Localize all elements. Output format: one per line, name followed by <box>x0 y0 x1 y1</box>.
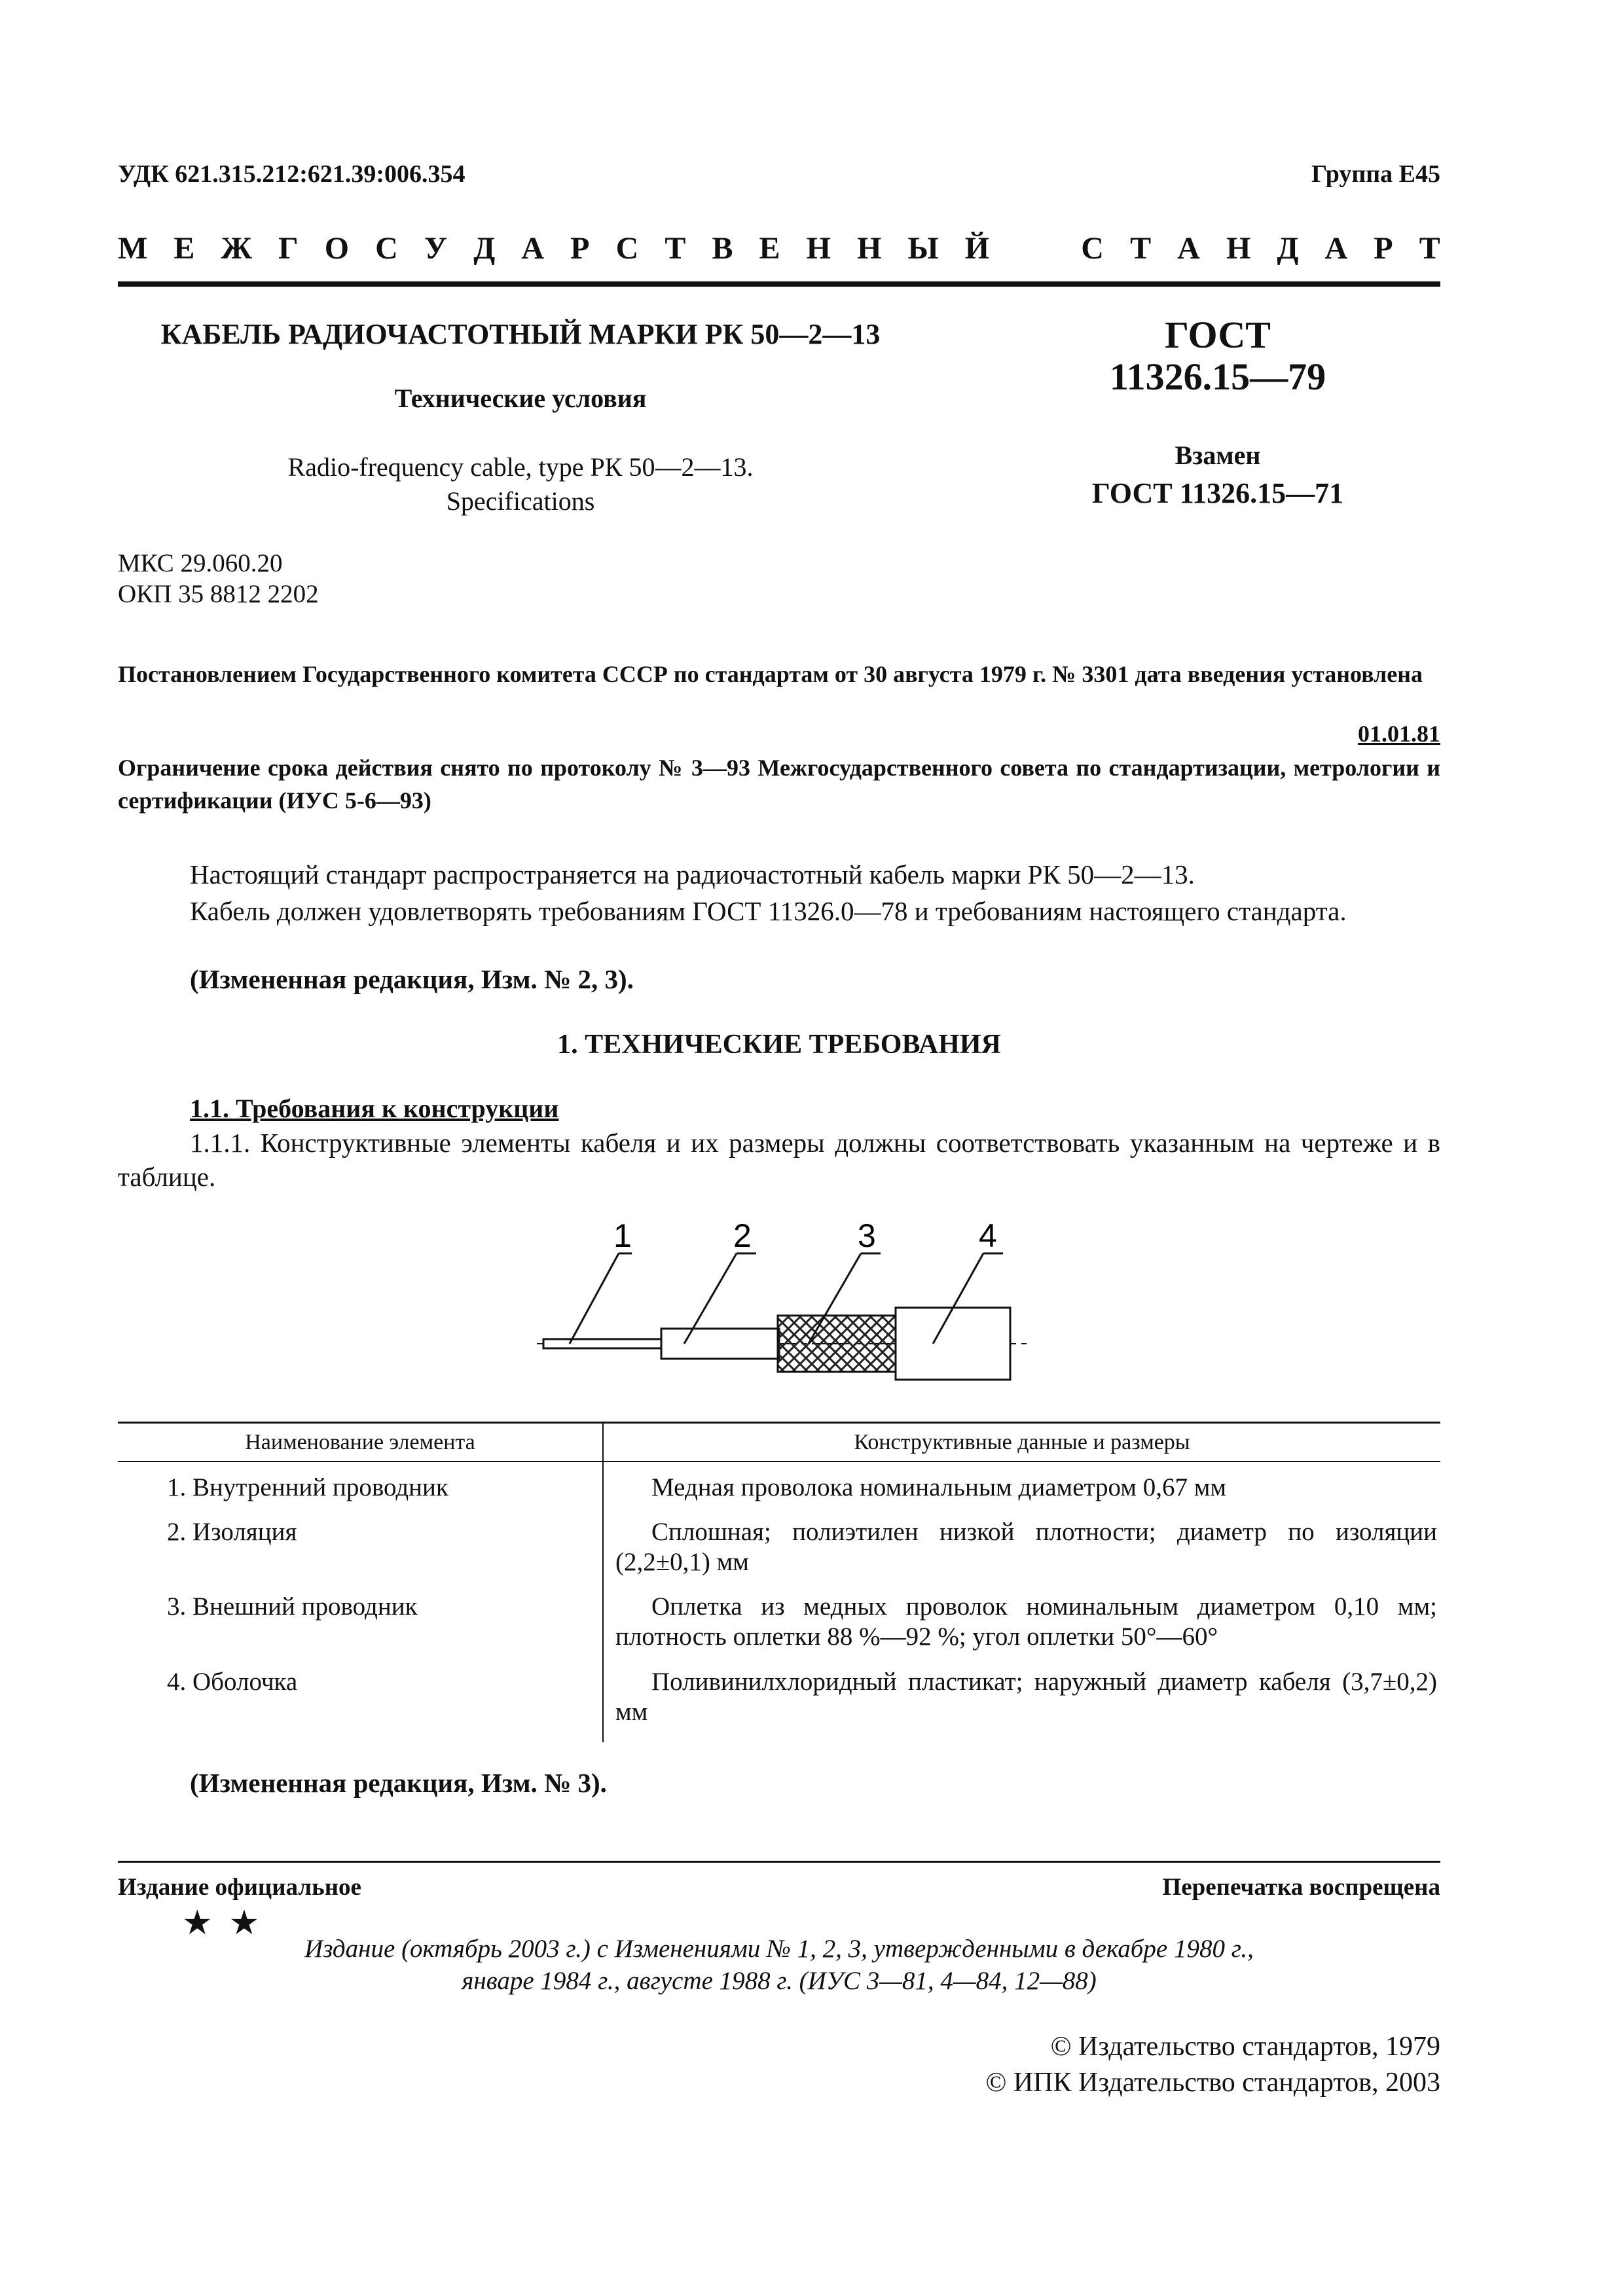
copyright-2003: © ИПК Издательство стандартов, 2003 <box>985 2068 1440 2098</box>
standard-banner <box>118 230 1440 266</box>
banner-letter: О <box>324 231 350 266</box>
table-top-rule <box>118 1422 1440 1424</box>
drawing-label-4: 4 <box>979 1217 997 1254</box>
banner-letter: У <box>424 231 448 266</box>
amendment-note-2: (Измененная редакция, Изм. № 3). <box>190 1768 607 1798</box>
leader-line-1 <box>570 1253 619 1344</box>
english-title-line2: Specifications <box>446 486 595 516</box>
table-row-4-data: Поливинилхлоридный пластикат; наружный диаметр кабеля (3,7±0,2) мм <box>615 1668 1437 1726</box>
table-column-divider <box>602 1422 604 1742</box>
table-row-1-name: 1. Внутренний проводник <box>167 1473 448 1501</box>
section-heading: 1. ТЕХНИЧЕСКИЕ ТРЕБОВАНИЯ <box>557 1030 1001 1060</box>
drawing-label-2: 2 <box>733 1217 752 1254</box>
table-row-1-data: Медная проволока номинальным диаметром 0,67 мм <box>651 1473 1227 1501</box>
banner-letter: Е <box>759 231 780 266</box>
okp-code: ОКП 35 8812 2202 <box>118 580 319 608</box>
document-subtitle: Технические условия <box>394 384 647 413</box>
table-row-2-name: 2. Изоляция <box>167 1518 297 1546</box>
inner-conductor-shape <box>543 1339 665 1348</box>
table-header-data: Конструктивные данные и размеры <box>854 1430 1190 1454</box>
drawing-label-3: 3 <box>858 1217 876 1254</box>
star-marks: ★ ★ <box>182 1905 264 1942</box>
table-row-3-name: 3. Внешний проводник <box>167 1592 418 1621</box>
banner-letter: Ы <box>907 231 939 266</box>
banner-letter: А <box>1324 231 1348 266</box>
banner-letter: А <box>521 231 545 266</box>
official-edition: Издание официальное <box>118 1874 361 1901</box>
document-title: КАБЕЛЬ РАДИОЧАСТОТНЫЙ МАРКИ РК 50—2—13 <box>160 318 881 350</box>
table-header-rule <box>118 1461 1440 1462</box>
reprint-prohibited: Перепечатка воспрещена <box>1162 1874 1440 1901</box>
mks-code: МКС 29.060.20 <box>118 549 283 577</box>
outer-conductor-shape <box>778 1316 896 1372</box>
cable-drawing <box>517 1211 1041 1394</box>
banner-letter: Г <box>278 231 299 266</box>
banner-letter: С <box>375 231 398 266</box>
replaces-value: ГОСТ 11326.15—71 <box>1091 477 1344 509</box>
banner-letter: Ж <box>221 231 252 266</box>
banner-letter: Т <box>1130 231 1152 266</box>
banner-letter: Д <box>473 231 496 266</box>
banner-letter: Н <box>806 231 831 266</box>
group-code: Группа Е45 <box>1311 160 1440 188</box>
gost-number: 11326.15—79 <box>1109 355 1326 398</box>
banner-letter: Н <box>1226 231 1251 266</box>
drawing-label-1: 1 <box>613 1217 632 1254</box>
intro-paragraph-1: Настоящий стандарт распространяется на радиочастотный кабель марки РК 50—2—13. <box>190 859 1195 889</box>
table-row-2-data: Сплошная; полиэтилен низкой плотности; диаметр по изоляции (2,2±0,1) мм <box>615 1518 1437 1576</box>
banner-letter: Р <box>1374 231 1393 266</box>
banner-rule <box>118 281 1440 287</box>
banner-letter: Д <box>1277 231 1299 266</box>
footer-rule <box>118 1861 1440 1863</box>
banner-letter: С <box>1081 231 1104 266</box>
banner-letter: Р <box>570 231 590 266</box>
table-header-name: Наименование элемента <box>245 1430 475 1454</box>
banner-letter: В <box>712 231 733 266</box>
banner-letter: Т <box>1419 231 1440 266</box>
subsection-heading: 1.1. Требования к конструкции <box>190 1094 559 1123</box>
english-title-line1: Radio-frequency cable, type РК 50—2—13. <box>287 452 754 482</box>
table-row-4-name: 4. Оболочка <box>167 1668 298 1696</box>
banner-letter: А <box>1177 231 1200 266</box>
amendment-note-1: (Измененная редакция, Изм. № 2, 3). <box>190 964 634 994</box>
udk-code: УДК 621.315.212:621.39:006.354 <box>118 160 465 188</box>
banner-gap <box>1015 230 1055 266</box>
banner-letter: Т <box>665 231 686 266</box>
replaces-label: Взамен <box>1175 440 1261 470</box>
gost-label: ГОСТ <box>1165 314 1271 356</box>
decree-text: Постановлением Государственного комитета СССР по стандартам от 30 августа 1979 г. № 3301 дата введения установлена <box>118 661 1423 687</box>
intro-paragraph-2: Кабель должен удовлетворять требованиям ГОСТ 11326.0—78 и требованиям настоящего стандарта. <box>190 896 1347 926</box>
banner-letter: Й <box>964 231 990 266</box>
banner-letter: Н <box>857 231 882 266</box>
table-row-3-data: Оплетка из медных проволок номинальным диаметром 0,10 мм; плотность оплетки 88 %—92 %; угол оплетки 50°—60° <box>615 1592 1437 1651</box>
copyright-1979: © Издательство стандартов, 1979 <box>1050 2032 1440 2062</box>
banner-letter: М <box>118 231 148 266</box>
edition-note-line1: Издание (октябрь 2003 г.) с Изменениями № 1, 2, 3, утвержденными в декабре 1980 г., <box>304 1935 1254 1963</box>
edition-note-line2: январе 1984 г., августе 1988 г. (ИУС 3—81, 4—84, 12—88) <box>462 1967 1097 1995</box>
sheath-shape <box>896 1308 1010 1380</box>
insulation-shape <box>661 1329 779 1359</box>
banner-letter: Е <box>173 231 195 266</box>
limitation-text: Ограничение срока действия снято по протоколу № 3—93 Межгосударственного совета по стандартизации, метрологии и сертификации (ИУС 5-6—93) <box>118 755 1440 814</box>
clause-1-1-1: 1.1.1. Конструктивные элементы кабеля и их размеры должны соответствовать указанным на чертеже и в таблице. <box>118 1128 1440 1192</box>
introduction-date: 01.01.81 <box>1358 721 1440 747</box>
banner-letter: С <box>615 231 639 266</box>
